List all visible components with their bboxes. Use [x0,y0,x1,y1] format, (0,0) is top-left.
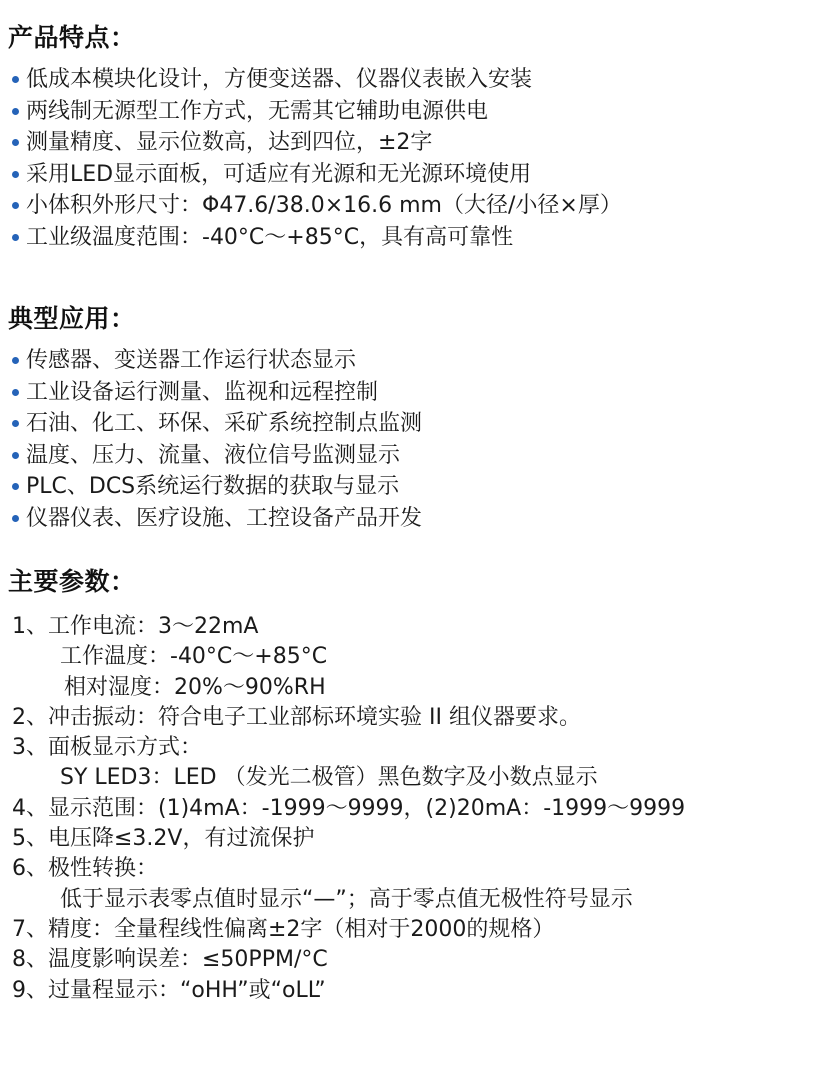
applications-section [8,301,811,534]
parameter-line: 9、过量程显示：“oHH”或“oLL” [12,977,326,1003]
bullet-dot-icon [12,452,19,459]
bullet-dot-icon [12,515,19,522]
application-item: 工业设备运行测量、监视和远程控制 [8,377,811,409]
parameter-line: 低于显示表零点值时显示“—”；高于零点值无极性符号显示 [60,886,633,912]
parameter-line: 6、极性转换： [12,856,158,882]
parameter-line: SY LED3：LED （发光二极管）黑色数字及小数点显示 [60,765,598,791]
bullet-dot-icon [12,171,19,178]
application-item: PLC、DCS系统运行数据的获取与显示 [8,471,811,503]
features-heading: 产品特点： [8,23,136,52]
application-item: 传感器、变送器工作运行状态显示 [8,345,811,377]
parameter-line: 4、显示范围：(1)4mA：-1999～9999，(2)20mA：-1999～9999 [12,795,686,821]
parameter-line: 3、面板显示方式： [12,735,202,761]
feature-item: 工业级温度范围：-40°C～+85°C，具有高可靠性 [8,222,811,254]
application-item: 石油、化工、环保、采矿系统控制点监测 [8,408,811,440]
feature-item: 小体积外形尺寸：Φ47.6/38.0×16.6 mm（大径/小径×厚） [8,190,811,222]
parameter-line: 工作温度：-40°C～+85°C [60,644,328,670]
applications-heading: 典型应用： [8,304,136,333]
bullet-dot-icon [12,234,19,241]
parameter-line: 5、电压降≤3.2V，有过流保护 [12,826,315,852]
features-section [8,20,811,253]
bullet-dot-icon [12,483,19,490]
bullet-dot-icon [12,202,19,209]
parameter-line: 2、冲击振动：符合电子工业部标环境实验 II 组仪器要求。 [12,704,581,730]
bullet-dot-icon [12,389,19,396]
feature-item: 两线制无源型工作方式，无需其它辅助电源供电 [8,96,811,128]
parameters-heading: 主要参数： [8,567,136,596]
parameter-line: 8、温度影响误差：≤50PPM/°C [12,947,328,973]
bullet-dot-icon [12,357,19,364]
bullet-dot-icon [12,139,19,146]
features-list [8,64,811,253]
application-item: 温度、压力、流量、液位信号监测显示 [8,440,811,472]
feature-item: 低成本模块化设计，方便变送器、仪器仪表嵌入安装 [8,64,811,96]
parameter-line: 相对湿度：20%～90%RH [64,674,326,700]
application-item: 仪器仪表、医疗设施、工控设备产品开发 [8,503,811,535]
bullet-dot-icon [12,76,19,83]
feature-item: 采用LED显示面板，可适应有光源和无光源环境使用 [8,159,811,191]
parameter-line: 1、工作电流：3～22mA [12,614,259,639]
parameter-line: 7、精度：全量程线性偏离±2字（相对于2000的规格） [12,916,555,942]
applications-list [8,345,811,534]
bullet-dot-icon [12,108,19,115]
parameters-list [8,612,811,1006]
bullet-dot-icon [12,420,19,427]
parameters-section [8,564,811,1006]
feature-item: 测量精度、显示位数高，达到四位，±2字 [8,127,811,159]
